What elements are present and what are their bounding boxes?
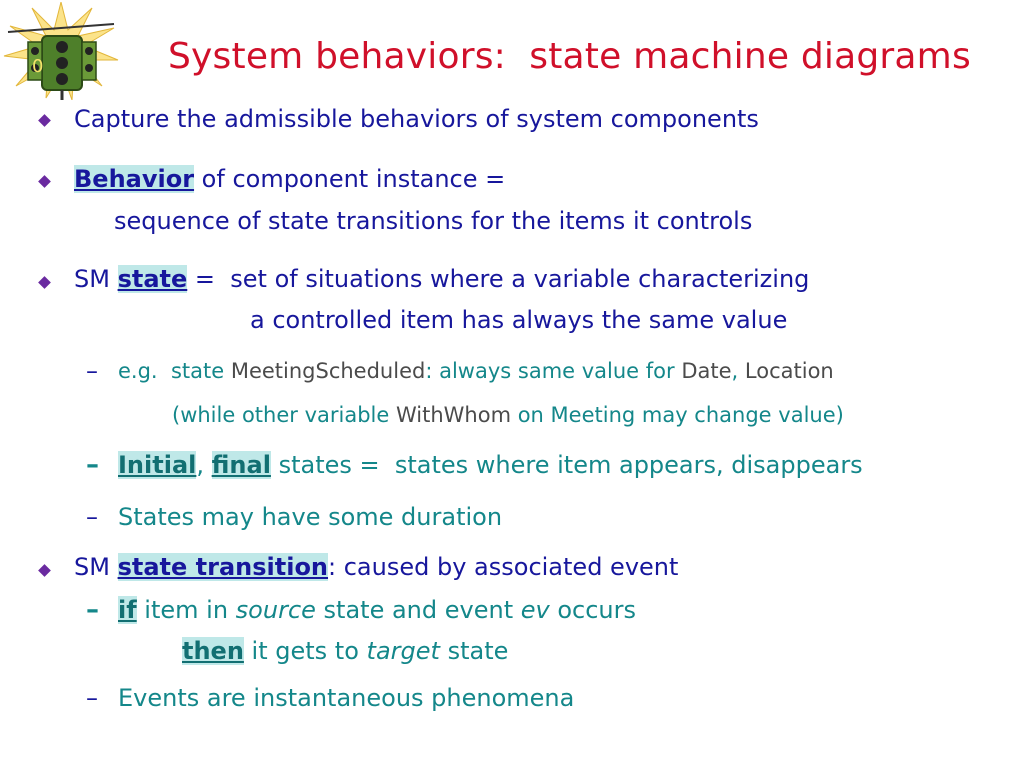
- dash-marker: –: [86, 357, 98, 385]
- bullet-capture: Capture the admissible behaviors of system components: [74, 105, 759, 133]
- behavior-rest: of component instance =: [194, 165, 506, 193]
- bullet-marker: [38, 276, 51, 289]
- if-c: occurs: [549, 596, 636, 624]
- bullet-marker: [38, 114, 51, 127]
- sub-eg: [118, 356, 834, 386]
- sub-events: Events are instantaneous phenomena: [118, 684, 575, 712]
- sub-then: [182, 636, 508, 666]
- bullet-state: [74, 264, 809, 294]
- eg-location: Location: [744, 359, 834, 383]
- sub-if: [118, 595, 636, 625]
- dash-marker: –: [86, 450, 99, 480]
- if-ev: ev: [520, 596, 550, 624]
- bullet-marker: [38, 175, 51, 188]
- bullet-marker: [38, 564, 51, 577]
- dash-marker: –: [86, 503, 98, 531]
- if-b: state and event: [315, 596, 521, 624]
- behavior-line2: sequence of state transitions for the items it controls: [114, 207, 753, 235]
- eg-prefix: e.g. state: [118, 359, 231, 383]
- eg2-open: (while other variable: [172, 403, 396, 427]
- page-title: System behaviors: state machine diagrams: [168, 36, 971, 77]
- eg-always: always same value for: [439, 359, 682, 383]
- transition-prefix: SM: [74, 553, 118, 581]
- term-final: final: [211, 451, 271, 479]
- bullet-transition: [74, 552, 678, 582]
- eg-date: Date: [681, 359, 732, 383]
- if-source: source: [235, 596, 316, 624]
- eg2-withwhom: WithWhom: [395, 403, 512, 427]
- traffic-light-icon: [2, 2, 120, 100]
- logo-digit: 0: [32, 56, 44, 77]
- then-d: it gets to: [243, 637, 367, 665]
- state-line2: a controlled item has always the same value: [250, 306, 788, 334]
- then-e: state: [439, 637, 509, 665]
- then-target: target: [366, 637, 440, 665]
- initial-final-rest: states = states where item appears, disappears: [270, 451, 863, 479]
- state-rest: = set of situations where a variable characterizing: [187, 265, 810, 293]
- dash-marker: –: [86, 595, 99, 625]
- sub-eg-line2: [172, 400, 844, 430]
- eg2-rest: on Meeting may change value): [511, 403, 844, 427]
- sub-duration: States may have some duration: [118, 503, 503, 531]
- dash-marker: –: [86, 684, 98, 712]
- eg-colon: :: [425, 359, 440, 383]
- term-state: state: [117, 265, 188, 293]
- term-then: then: [182, 637, 244, 665]
- state-prefix: SM: [74, 265, 118, 293]
- transition-rest: : caused by associated event: [328, 553, 679, 581]
- bullet-behavior: [74, 164, 505, 194]
- eg-meeting: MeetingScheduled: [230, 359, 426, 383]
- term-initial: Initial: [118, 451, 197, 479]
- term-state-transition: state transition: [117, 553, 329, 581]
- sub-initial-final: [118, 450, 863, 480]
- term-if: if: [118, 596, 137, 624]
- initial-comma: ,: [196, 451, 212, 479]
- if-a: item in: [136, 596, 236, 624]
- eg-comma: ,: [731, 359, 745, 383]
- term-behavior: Behavior: [74, 165, 195, 193]
